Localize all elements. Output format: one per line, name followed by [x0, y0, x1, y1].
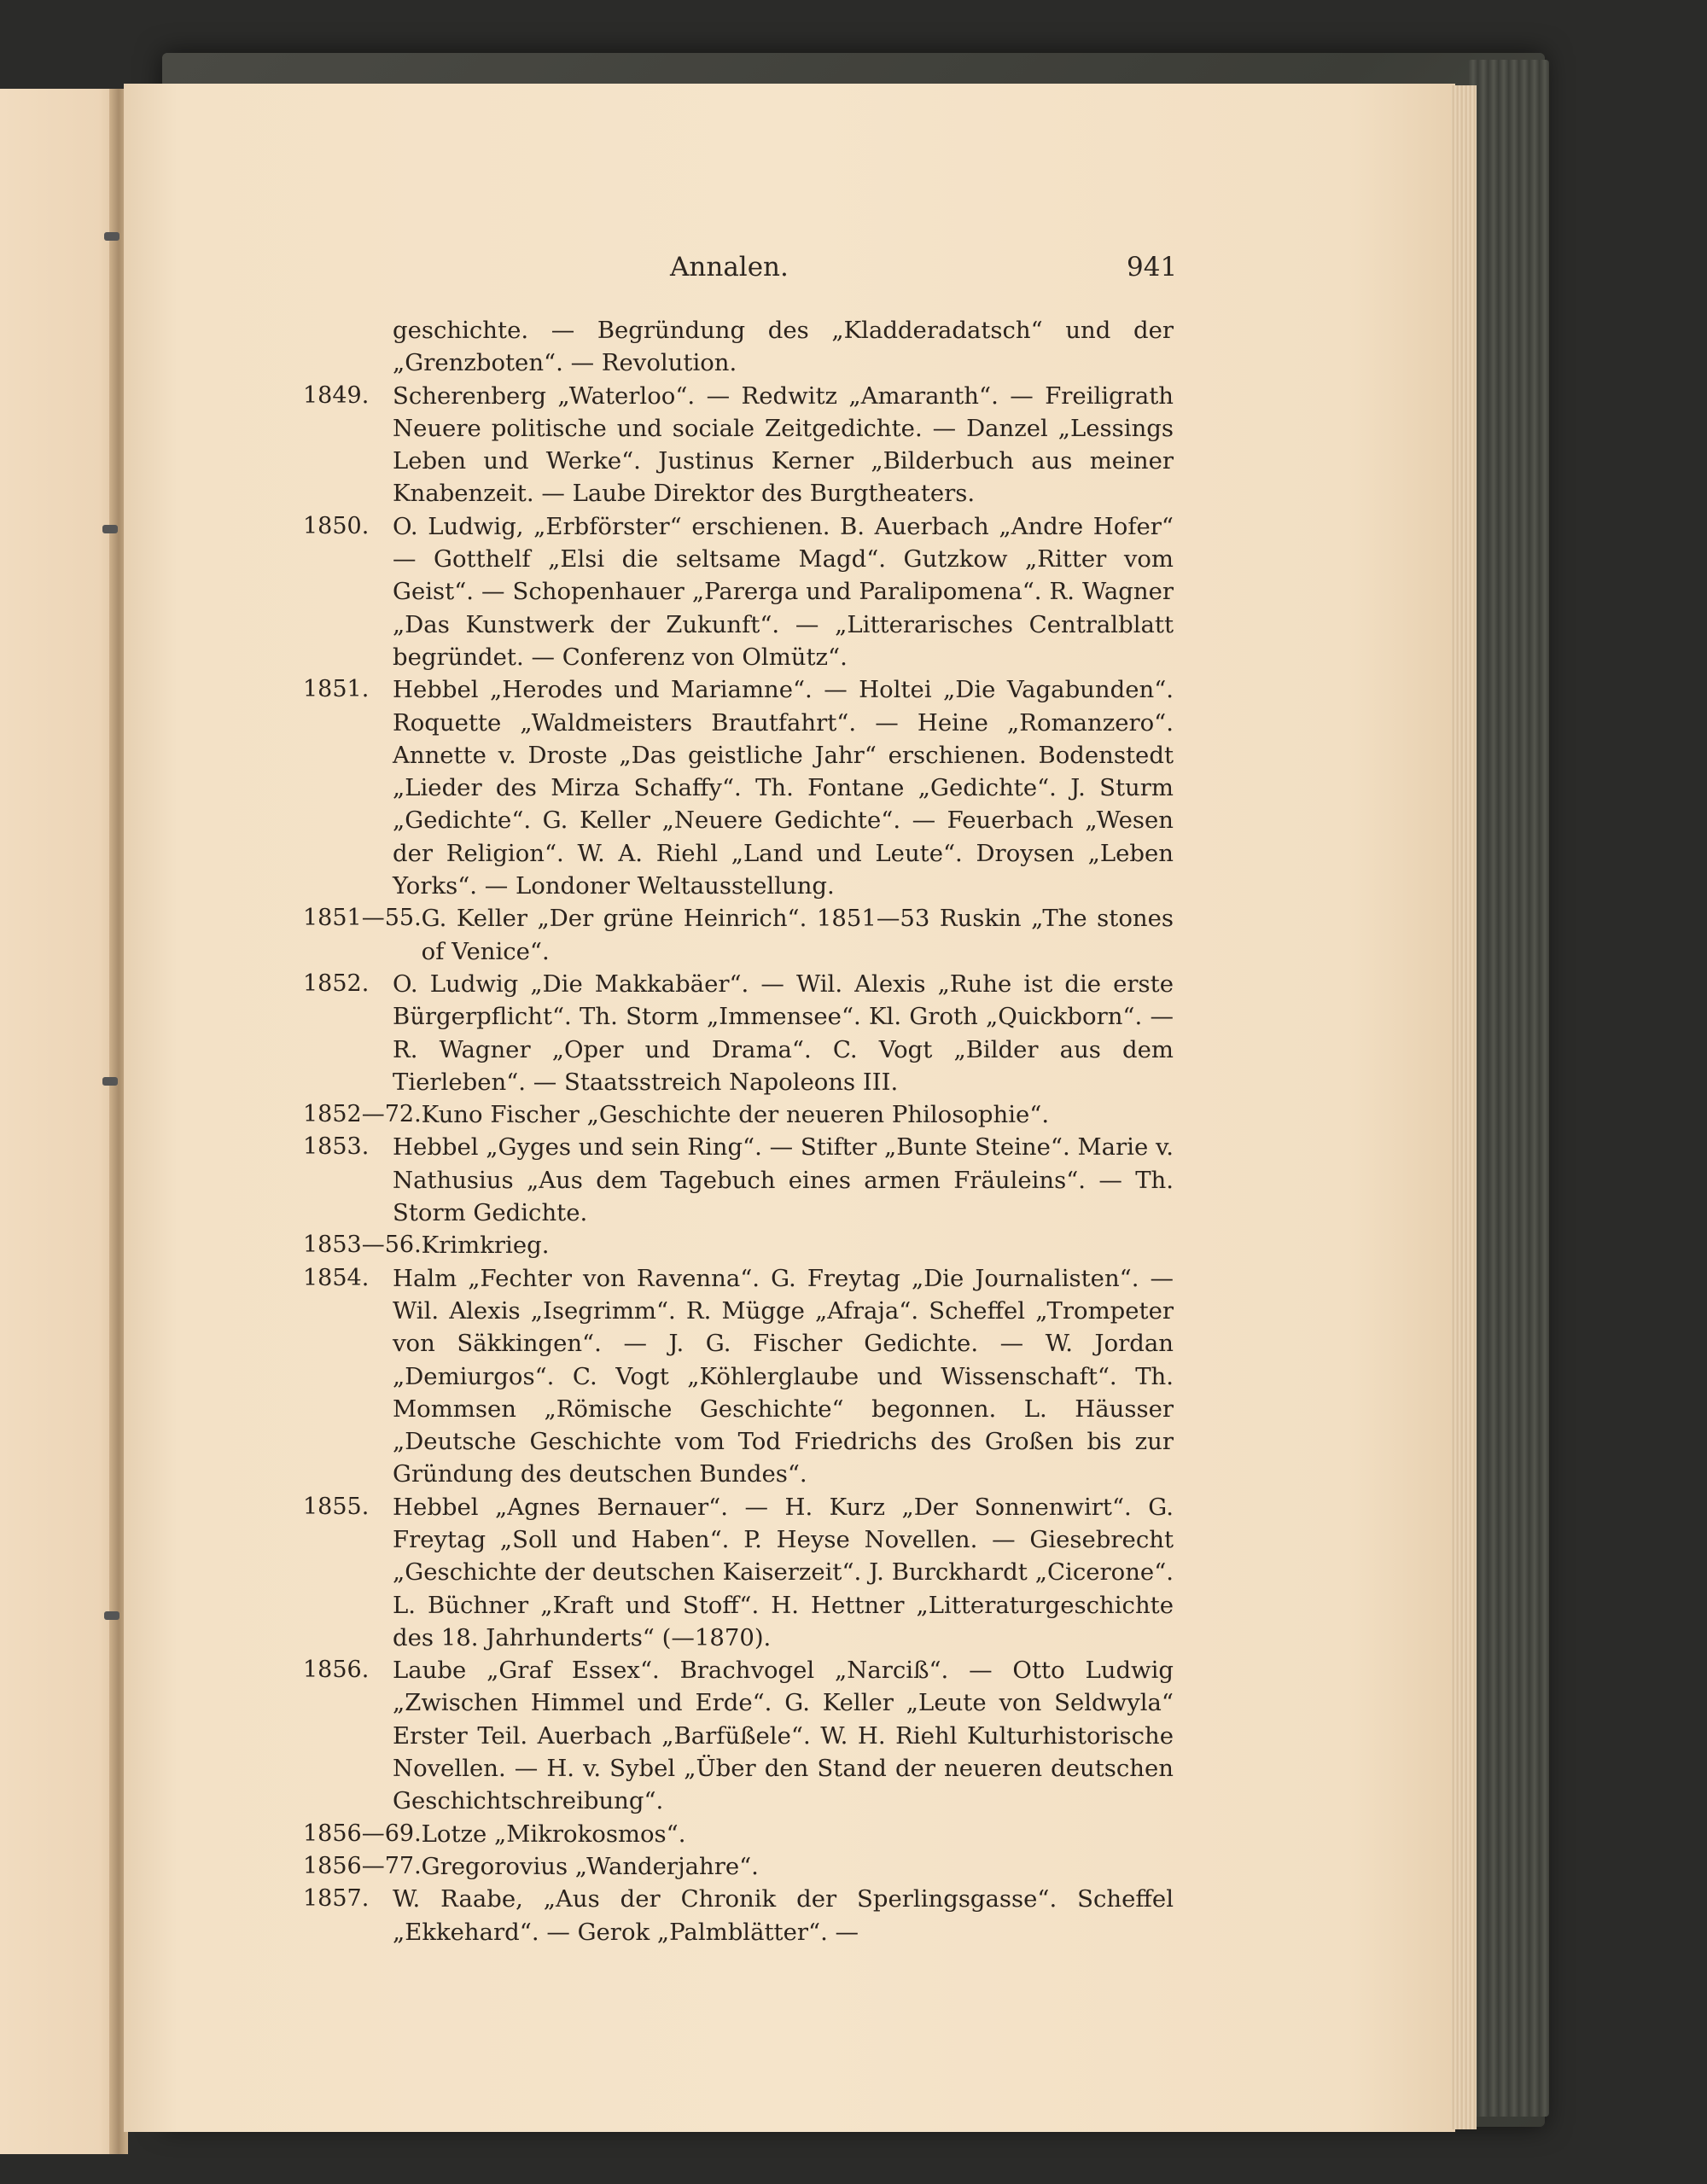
binding-stitch	[102, 1077, 118, 1086]
left-page-margin	[0, 89, 124, 2154]
entry-text: W. Raabe, „Aus der Chronik der Sperlingsgasse“. Scheffel „Ekkehard“. — Gerok „Palmblätter“. —	[393, 1885, 1174, 1946]
page-number: 941	[1127, 252, 1178, 282]
entry-text: geschichte. — Begründung des „Kladderadatsch“ und der „Grenzboten“. — Revolution.	[393, 317, 1174, 377]
list-item	[303, 1883, 1174, 1948]
list-item	[303, 1131, 1174, 1229]
entry-text: G. Keller „Der grüne Heinrich“. 1851—53 Ruskin „The stones of Venice“.	[421, 905, 1174, 965]
entry-text: Hebbel „Herodes und Mariamne“. — Holtei „Die Vagabunden“. Roquette „Waldmeisters Brautfahrt“. — Heine „Romanzero“. Annette v. Droste „Das geistliche Jahr“ erschienen. Bodenstedt „Lieder des Mirza Schaffy“. Th. Fontane „Gedichte“. J. Sturm „Gedichte“. G. Keller „Neuere Gedichte“. — Feuerbach „Wesen der Religion“. W. A. Riehl „Land und Leute“. Droysen „Leben Yorks“. — Londoner Weltausstellung.	[393, 676, 1174, 900]
list-item	[303, 1229, 1174, 1261]
entry-year: 1853—56.	[303, 1232, 422, 1259]
entry-year: 1856.	[303, 1657, 370, 1684]
book-cover-edge	[1468, 60, 1549, 2117]
entry-text: Laube „Graf Essex“. Brachvogel „Narciß“. — Otto Ludwig „Zwischen Himmel und Erde“. G. Keller „Leute von Seldwyla“ Erster Teil. Auerbach „Barfüßele“. W. H. Riehl Kulturhistorische Novellen. — H. v. Sybel „Über den Stand der neueren deutschen Geschichtschreibung“.	[393, 1657, 1174, 1815]
entry-text: Gregorovius „Wanderjahre“.	[421, 1852, 759, 1880]
list-item	[303, 510, 1174, 673]
entry-text: Halm „Fechter von Ravenna“. G. Freytag „Die Journalisten“. — Wil. Alexis „Isegrimm“. R. Mügge „Afraja“. Scheffel „Trompeter von Säkkingen“. — J. G. Fischer Gedichte. — W. Jordan „Demiurgos“. C. Vogt „Köhlerglaube und Wissenschaft“. Th. Mommsen „Römische Geschichte“ begonnen. L. Häusser „Deutsche Geschichte vom Tod Friedrichs des Großen bis zur Gründung des deutschen Bundes“.	[393, 1264, 1174, 1488]
binding-stitch	[104, 232, 119, 241]
list-item	[303, 673, 1174, 902]
list-item	[303, 902, 1174, 968]
entry-year: 1850.	[303, 512, 370, 539]
entry-text: O. Ludwig „Die Makkabäer“. — Wil. Alexis „Ruhe ist die erste Bürgerpflicht“. Th. Storm „Immensee“. Kl. Groth „Quickborn“. — R. Wagner „Oper und Drama“. C. Vogt „Bilder aus dem Tierleben“. — Staatsstreich Napoleons III.	[393, 970, 1174, 1096]
entry-text: Kuno Fischer „Geschichte der neueren Philosophie“.	[421, 1101, 1050, 1129]
entry-year: 1856—69.	[303, 1820, 422, 1847]
entry-text: Lotze „Mikrokosmos“.	[421, 1820, 686, 1848]
annals-list	[303, 314, 1174, 1948]
entry-year: 1853.	[303, 1133, 370, 1161]
entry-text: Hebbel „Gyges und sein Ring“. — Stifter „Bunte Steine“. Marie v. Nathusius „Aus dem Tagebuch eines armen Fräuleins“. — Th. Storm Gedichte.	[393, 1133, 1174, 1227]
entry-year: 1852—72.	[303, 1101, 422, 1128]
entry-year: 1856—77.	[303, 1852, 422, 1879]
list-item	[303, 968, 1174, 1098]
list-item	[303, 1491, 1174, 1654]
entry-year: 1854.	[303, 1264, 370, 1291]
entry-year: 1855.	[303, 1493, 370, 1520]
entry-year: 1849.	[303, 381, 370, 409]
entry-year: 1851.	[303, 676, 370, 703]
page-stack-edge	[1451, 85, 1477, 2129]
list-item	[303, 1818, 1174, 1850]
list-item	[303, 1262, 1174, 1491]
running-title: Annalen.	[670, 252, 789, 282]
entry-text: Krimkrieg.	[421, 1232, 550, 1260]
entry-text: Scherenberg „Waterloo“. — Redwitz „Amaranth“. — Freiligrath Neuere politische und sociale Zeitgedichte. — Danzel „Lessings Leben und Werke“. Justinus Kerner „Bilderbuch aus meiner Knabenzeit. — Laube Direktor des Burgtheaters.	[393, 381, 1174, 508]
list-item	[303, 1654, 1174, 1817]
list-item	[303, 380, 1174, 510]
list-item	[303, 1850, 1174, 1883]
entry-text: Hebbel „Agnes Bernauer“. — H. Kurz „Der Sonnenwirt“. G. Freytag „Soll und Haben“. P. Heyse Novellen. — Giesebrecht „Geschichte der deutschen Kaiserzeit“. J. Burckhardt „Cicerone“. L. Büchner „Kraft und Stoff“. H. Hettner „Litteraturgeschichte des 18. Jahrhunderts“ (—1870).	[393, 1493, 1174, 1651]
binding-stitch	[104, 1611, 119, 1620]
entry-text: O. Ludwig, „Erbförster“ erschienen. B. Auerbach „Andre Hofer“ — Gotthelf „Elsi die seltsame Magd“. Gutzkow „Ritter vom Geist“. — Schopenhauer „Parerga und Paralipomena“. R. Wagner „Das Kunstwerk der Zukunft“. — „Litterarisches Centralblatt begründet. — Conferenz von Olmütz“.	[393, 512, 1174, 671]
binding-stitch	[102, 525, 118, 533]
entry-year: 1851—55.	[303, 905, 422, 932]
entry-year: 1857.	[303, 1885, 370, 1913]
list-item	[303, 314, 1174, 380]
list-item	[303, 1098, 1174, 1131]
entry-year: 1852.	[303, 970, 370, 997]
